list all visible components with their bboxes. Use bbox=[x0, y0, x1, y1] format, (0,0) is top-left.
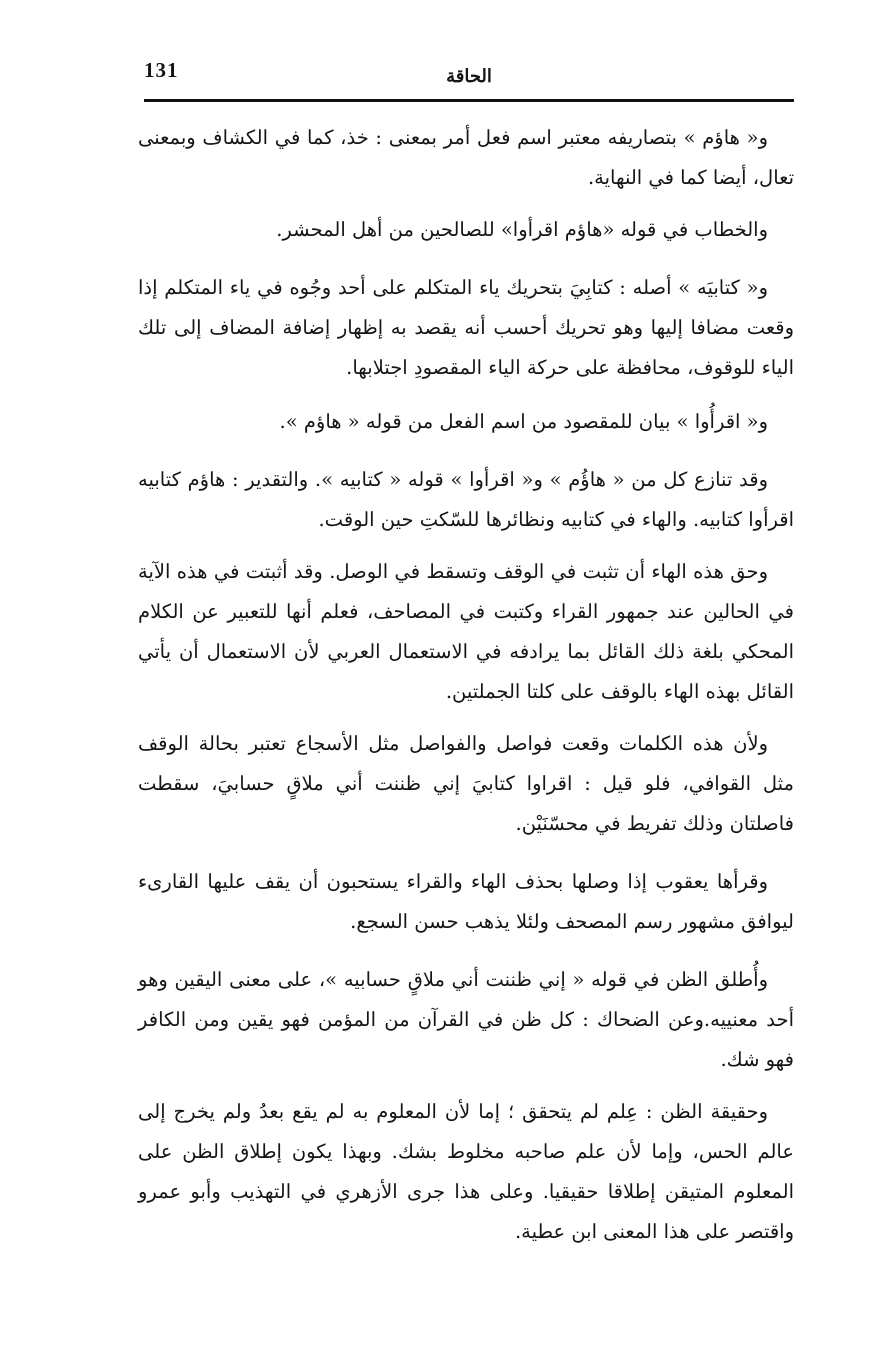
paragraph-5: وقد تنازع كل من « هاؤُم » و« اقرأوا » قوله « كتابيه ». والتقدير : هاؤم كتابيه اقرأوا كتابيه. والهاء في كتابيه ونظائرها للسّكتِ حين الوقت. bbox=[138, 468, 794, 531]
paragraph-3: و« كتابيَه » أصله : كتابِيَ بتحريك ياء المتكلم على أحد وجُوه في ياء المتكلم إذا وقعت مضافا إليها وهو تحريك أحسب أنه يقصد به إظهار إضافة المضاف إلى تلك الياء للوقوف، محافظة على حركة الياء المقصودِ اجتلابها. bbox=[138, 276, 794, 379]
paragraph-10: وحقيقة الظن : عِلم لم يتحقق ؛ إما لأن المعلوم به لم يقع بعدُ ولم يخرج إلى عالم الحس، وإما لأن علم صاحبه مخلوط بشك. وبهذا يكون إطلاق الظن على المعلوم المتيقن إطلاقا حقيقيا. وعلى هذا جرى الأزهري في التهذيب وأبو عمرو واقتصر على هذا المعنى ابن عطية. bbox=[138, 1100, 794, 1243]
paragraph-4: و« اقرأُوا » بيان للمقصود من اسم الفعل من قوله « هاؤم ». bbox=[279, 410, 768, 433]
paragraph-8: وقرأها يعقوب إذا وصلها بحذف الهاء والقراء يستحبون أن يقف عليها القارىء ليوافق مشهور رسم المصحف ولئلا يذهب حسن السجع. bbox=[138, 870, 794, 933]
body-text bbox=[138, 118, 794, 1252]
paragraph-7: ولأن هذه الكلمات وقعت فواصل والفواصل مثل الأسجاع تعتبر بحالة الوقف مثل القوافي، فلو قيل : اقراوا كتابيَ إني ظننت أني ملاقٍ حسابيَ، سقطت فاصلتان وذلك تفريط في محسّنَيْن. bbox=[138, 732, 794, 835]
paragraph-6: وحق هذه الهاء أن تثبت في الوقف وتسقط في الوصل. وقد أثبتت في هذه الآية في الحالين عند جمهور القراء وكتبت في المصاحف، فعلم أنها للتعبير عن الكلام المحكي بلغة ذلك القائل بما يرادفه في الاستعمال العربي لأن الاستعمال أن يأتي القائل بهذه الهاء بالوقف على كلتا الجملتين. bbox=[138, 560, 794, 703]
page-header bbox=[144, 56, 794, 100]
page-number: 131 bbox=[144, 58, 179, 82]
paragraph-1: و« هاؤم » بتصاريفه معتبر اسم فعل أمر بمعنى : خذ، كما في الكشاف وبمعنى تعال، أيضا كما في النهاية. bbox=[138, 126, 794, 189]
header-rule bbox=[144, 99, 794, 102]
paragraph-2: والخطاب في قوله «هاؤم اقرأوا» للصالحين من أهل المحشر. bbox=[276, 218, 768, 241]
running-title: الحاقة bbox=[446, 66, 492, 87]
paragraph-9: وأُطلق الظن في قوله « إني ظننت أني ملاقٍ حسابيه »، على معنى اليقين وهو أحد معنييه.وعن الضحاك : كل ظن في القرآن من المؤمن فهو يقين ومن الكافر فهو شك. bbox=[138, 968, 794, 1071]
